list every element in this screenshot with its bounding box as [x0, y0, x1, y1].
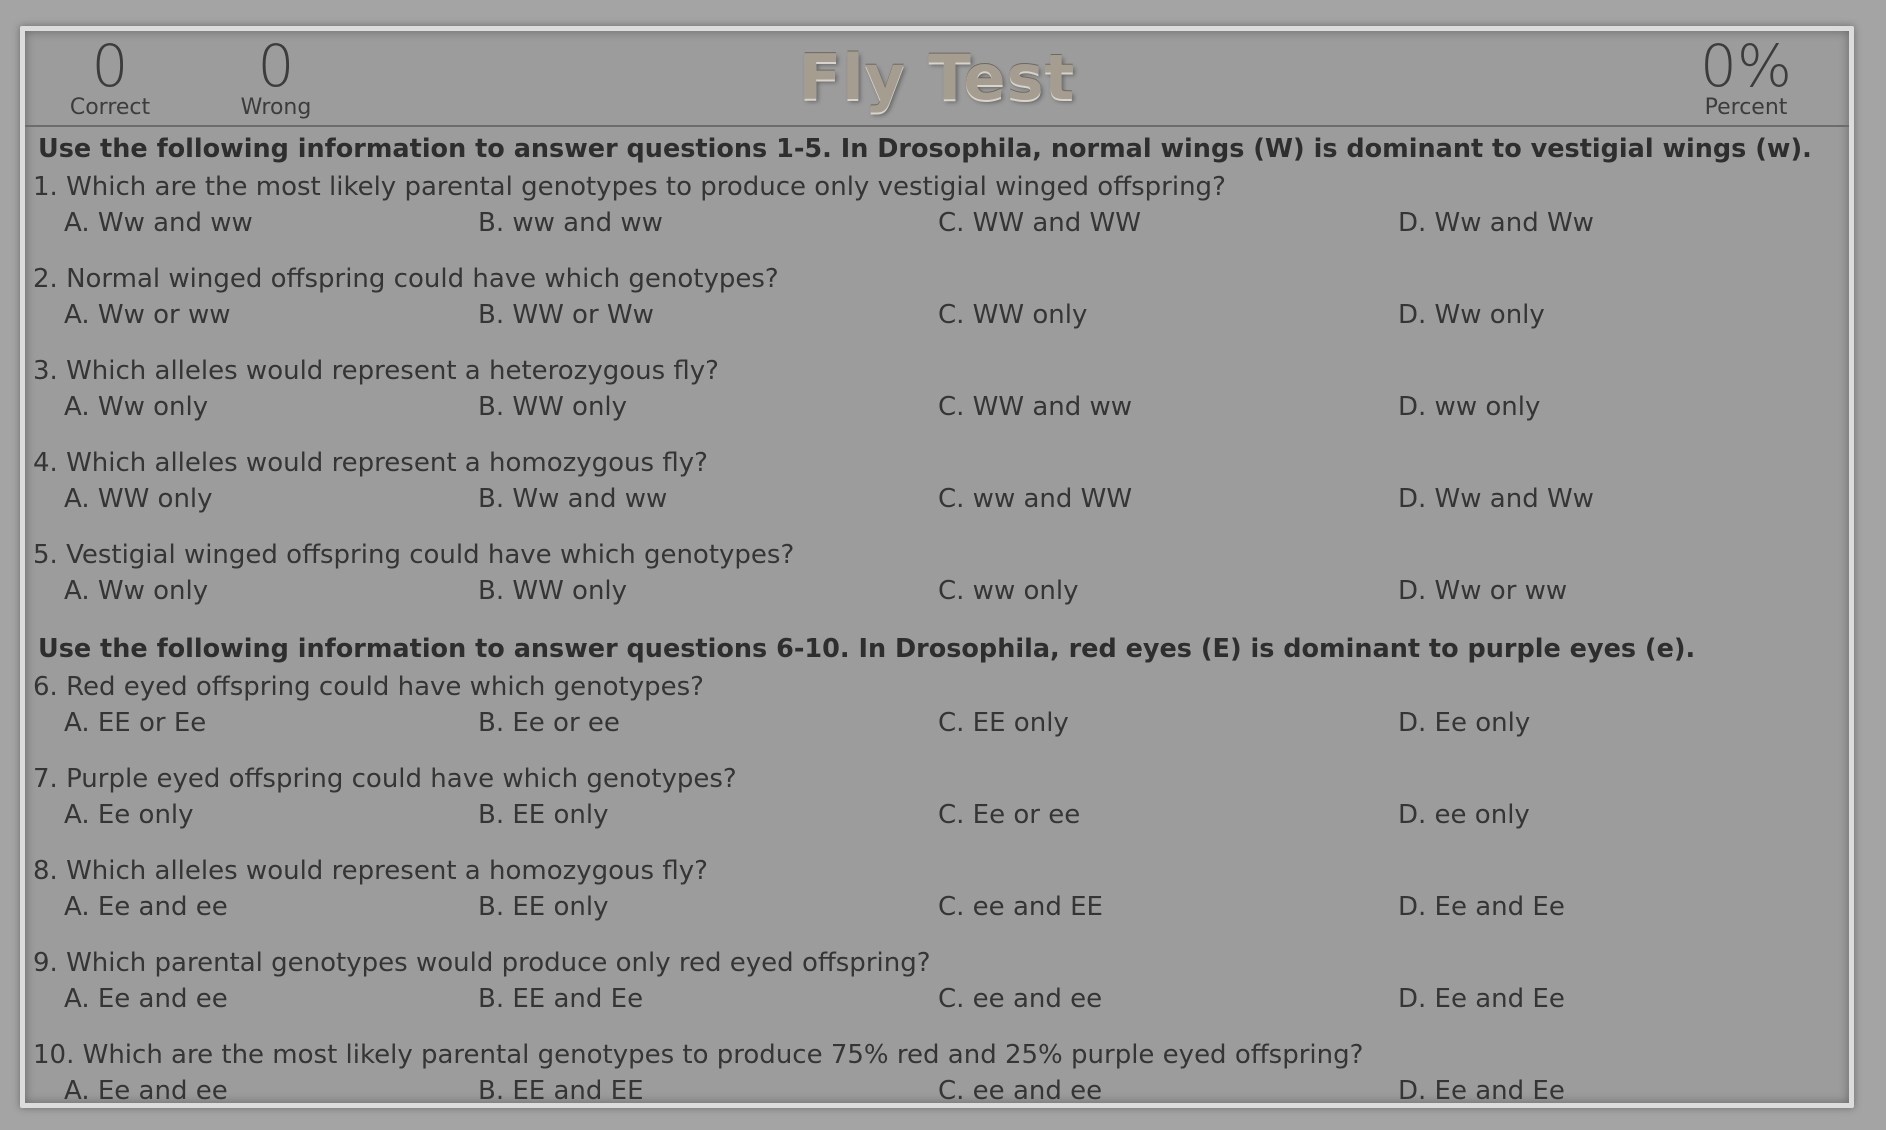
answer-choices — [33, 1073, 1833, 1109]
answer-choices — [33, 573, 1833, 609]
question-text: 5. Vestigial winged offspring could have which genotypes? — [33, 540, 795, 570]
answer-choice-b[interactable]: B. EE only — [478, 892, 609, 922]
question-text: 2. Normal winged offspring could have which genotypes? — [33, 264, 779, 294]
answer-choice-b[interactable]: B. Ee or ee — [478, 708, 620, 738]
percent-label: Percent — [1704, 95, 1788, 120]
section-intro: Use the following information to answer questions 1-5. In Drosophila, normal wings (W) is dominant to vestigial wings (w). — [38, 134, 1812, 164]
question — [33, 261, 1833, 353]
answer-choice-a[interactable]: A. Ee and ee — [64, 1076, 228, 1106]
answer-choice-d[interactable]: D. Ee and Ee — [1398, 1076, 1565, 1106]
answer-choice-a[interactable]: A. Ee only — [64, 800, 194, 830]
answer-choices — [33, 797, 1833, 833]
page-title: Fly Test — [798, 41, 1076, 114]
answer-choices — [33, 889, 1833, 925]
answer-choice-b[interactable]: B. ww and ww — [478, 208, 663, 238]
answer-choice-c[interactable]: C. ee and ee — [938, 984, 1103, 1014]
correct-label: Correct — [69, 95, 151, 120]
answer-choice-d[interactable]: D. Ww only — [1398, 300, 1545, 330]
answer-choice-c[interactable]: C. Ee or ee — [938, 800, 1081, 830]
answer-choice-d[interactable]: D. Ww and Ww — [1398, 208, 1594, 238]
answer-choice-a[interactable]: A. EE or Ee — [64, 708, 207, 738]
answer-choice-d[interactable]: D. Ee and Ee — [1398, 892, 1565, 922]
answer-choice-b[interactable]: B. EE and Ee — [478, 984, 644, 1014]
answer-choice-a[interactable]: A. Ww only — [64, 392, 209, 422]
answer-choice-c[interactable]: C. ee and EE — [938, 892, 1103, 922]
wrong-label: Wrong — [240, 95, 312, 120]
answer-choice-b[interactable]: B. WW only — [478, 392, 628, 422]
answer-choice-d[interactable]: D. ee only — [1398, 800, 1530, 830]
wrong-count: 0 — [257, 32, 295, 100]
question-text: 8. Which alleles would represent a homozygous fly? — [33, 856, 708, 886]
section-intro: Use the following information to answer questions 6-10. In Drosophila, red eyes (E) is dominant to purple eyes (e). — [38, 634, 1696, 664]
answer-choice-d[interactable]: D. Ee only — [1398, 708, 1531, 738]
answer-choice-c[interactable]: C. WW and ww — [938, 392, 1133, 422]
percent-counter — [1691, 32, 1801, 120]
question-list — [33, 129, 1833, 1127]
question — [33, 669, 1833, 761]
answer-choice-c[interactable]: C. EE only — [938, 708, 1069, 738]
question — [33, 853, 1833, 945]
question-text: 6. Red eyed offspring could have which genotypes? — [33, 672, 704, 702]
answer-choice-d[interactable]: D. Ww and Ww — [1398, 484, 1594, 514]
question — [33, 761, 1833, 853]
question — [33, 169, 1833, 261]
answer-choice-c[interactable]: C. ww only — [938, 576, 1079, 606]
question-text: 3. Which alleles would represent a heterozygous fly? — [33, 356, 719, 386]
answer-choice-b[interactable]: B. EE and EE — [478, 1076, 644, 1106]
answer-choices — [33, 389, 1833, 425]
answer-choices — [33, 705, 1833, 741]
question — [33, 353, 1833, 445]
answer-choices — [33, 297, 1833, 333]
score-bar — [25, 31, 1849, 127]
answer-choice-c[interactable]: C. WW and WW — [938, 208, 1141, 238]
question-text: 4. Which alleles would represent a homozygous fly? — [33, 448, 708, 478]
question-text: 9. Which parental genotypes would produce only red eyed offspring? — [33, 948, 931, 978]
answer-choice-b[interactable]: B. EE only — [478, 800, 609, 830]
answer-choice-a[interactable]: A. Ee and ee — [64, 984, 228, 1014]
answer-choice-a[interactable]: A. WW only — [64, 484, 213, 514]
question — [33, 445, 1833, 537]
answer-choices — [33, 981, 1833, 1017]
answer-choice-d[interactable]: D. Ww or ww — [1398, 576, 1568, 606]
answer-choices — [33, 481, 1833, 517]
question-text: 1. Which are the most likely parental genotypes to produce only vestigial winged offspring? — [33, 172, 1226, 202]
answer-choices — [33, 205, 1833, 241]
answer-choice-c[interactable]: C. ww and WW — [938, 484, 1133, 514]
question-text: 7. Purple eyed offspring could have which genotypes? — [33, 764, 737, 794]
answer-choice-a[interactable]: A. Ww only — [64, 576, 209, 606]
percent-value: 0% — [1699, 32, 1792, 100]
answer-choice-d[interactable]: D. Ee and Ee — [1398, 984, 1565, 1014]
correct-count: 0 — [91, 32, 129, 100]
answer-choice-c[interactable]: C. ee and ee — [938, 1076, 1103, 1106]
answer-choice-c[interactable]: C. WW only — [938, 300, 1088, 330]
answer-choice-a[interactable]: A. Ww or ww — [64, 300, 231, 330]
answer-choice-d[interactable]: D. ww only — [1398, 392, 1541, 422]
answer-choice-b[interactable]: B. WW or Ww — [478, 300, 654, 330]
quiz-panel — [20, 26, 1854, 1108]
question — [33, 1037, 1833, 1127]
question — [33, 537, 1833, 629]
answer-choice-b[interactable]: B. Ww and ww — [478, 484, 668, 514]
answer-choice-a[interactable]: A. Ww and ww — [64, 208, 253, 238]
question — [33, 945, 1833, 1037]
question-text: 10. Which are the most likely parental genotypes to produce 75% red and 25% purple eyed offspring? — [33, 1040, 1364, 1070]
answer-choice-b[interactable]: B. WW only — [478, 576, 628, 606]
answer-choice-a[interactable]: A. Ee and ee — [64, 892, 228, 922]
